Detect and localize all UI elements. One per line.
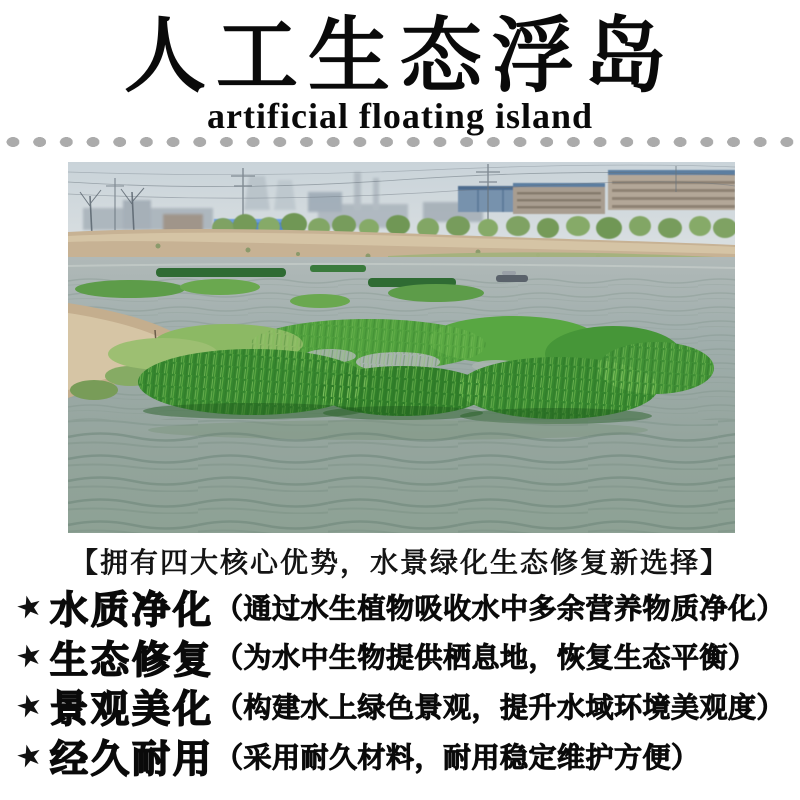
feature-item-durability: [12, 731, 800, 782]
river-scene-illustration: [68, 162, 735, 533]
page-title: 人工生态浮岛: [123, 11, 676, 102]
star-icon: ★: [12, 736, 47, 776]
header: [0, 11, 800, 137]
feature-list: [12, 582, 800, 782]
page-subtitle: artificial floating island: [207, 96, 593, 137]
star-icon: ★: [12, 637, 47, 677]
feature-label: 水质净化: [50, 590, 215, 633]
photo-foreground-ripples: [68, 420, 735, 533]
feature-item-ecological-restoration: [12, 632, 800, 682]
feature-label: 经久耐用: [50, 739, 215, 782]
tagline: 【拥有四大核心优势，水景绿化生态修复新选择】: [69, 548, 730, 579]
feature-label: 生态修复: [50, 639, 215, 682]
feature-desc: （采用耐久材料，耐用稳定维护方便）: [215, 741, 700, 773]
feature-label: 景观美化: [50, 689, 215, 732]
feature-item-water-purification: [12, 582, 800, 633]
feature-desc: （通过水生植物吸收水中多余营养物质净化）: [215, 592, 786, 624]
dotted-divider: [0, 136, 800, 148]
hero-photo: [68, 162, 735, 533]
feature-item-landscape-beautification: [12, 681, 800, 732]
star-icon: ★: [12, 687, 47, 726]
feature-desc: （为水中生物提供栖息地，恢复生态平衡）: [215, 642, 757, 674]
feature-desc: （构建水上绿色景观，提升水域环境美观度）: [215, 691, 786, 723]
star-icon: ★: [12, 587, 47, 627]
